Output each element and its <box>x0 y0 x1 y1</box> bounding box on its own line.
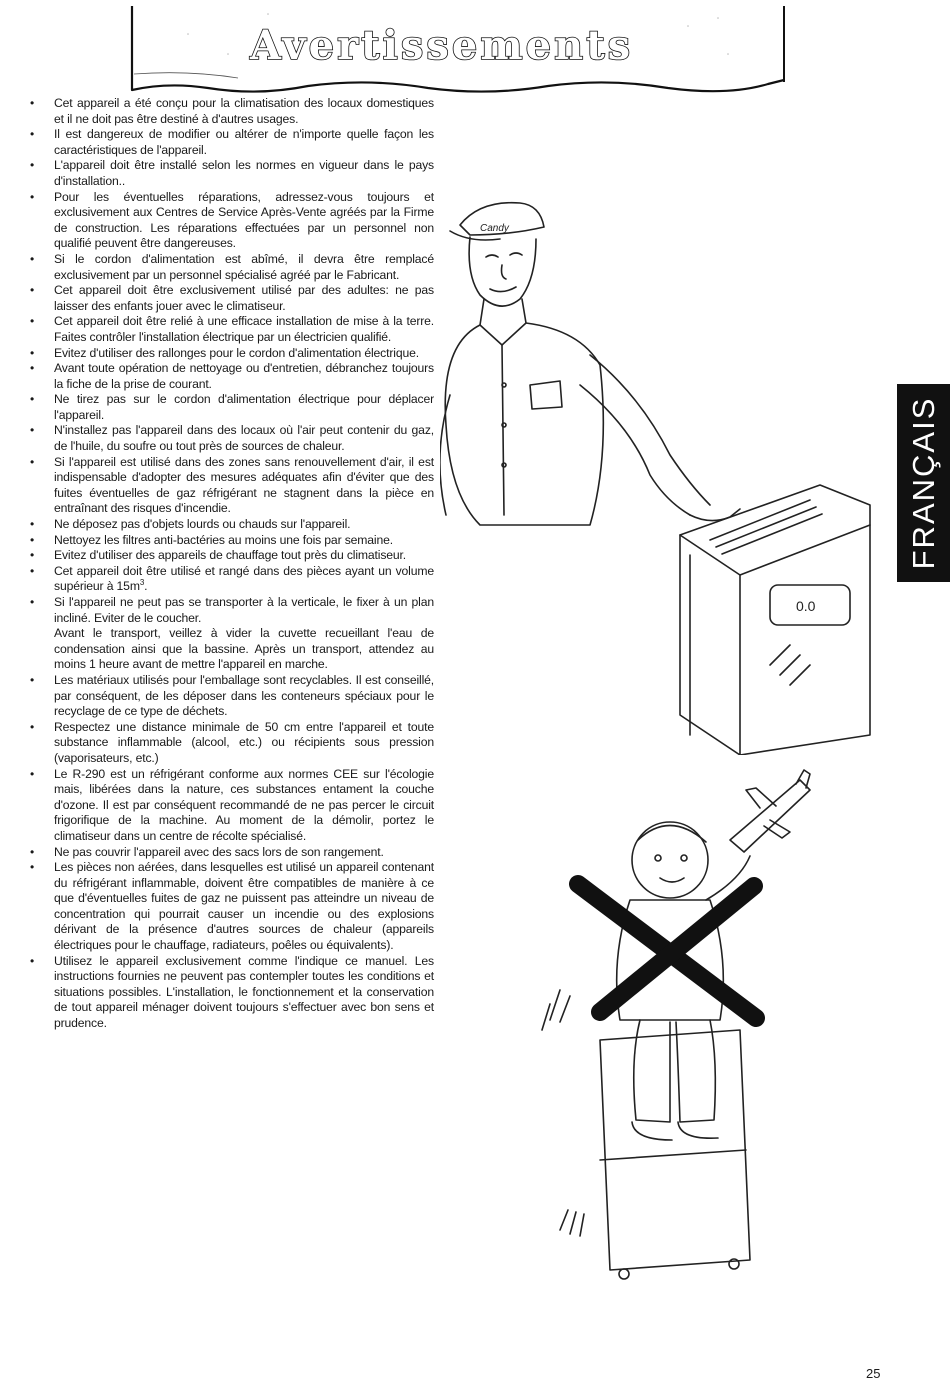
warning-item: • Evitez d'utiliser des rallonges pour le cordon d'alimentation électrique. <box>30 345 419 360</box>
warning-item: • Si l'appareil ne peut pas se transporter à la verticale, le fixer à un plan incliné. Eviter de le coucher. Avant le transport, veillez à vider la cuvette recueillant l'eau de condensation ainsi que la bassine. Après un transport, attendez au moins 1 heure avant de mettre l'appareil en marche. <box>30 595 434 672</box>
warning-item: • Si l'appareil est utilisé dans des zones sans renouvellement d'air, il est indispensable d'adopter des mesures adéquates afin d'éviter que des fuites éventuelles de gaz réfrigérant ne stagnent dans la pièce en entraînant des risques d'incendie. <box>30 454 434 516</box>
warning-item-continuation: Avant le transport, veillez à vider la cuvette recueillant l'eau de condensation ainsi que la bassine. Après un transport, attendez au moins 1 heure avant de mettre l'appareil en marche. <box>54 626 434 672</box>
warning-item: • Respectez une distance minimale de 50 cm entre l'appareil et toute substance inflammable (alcool, etc.) ou récipients sous pression (vaporisateurs, etc.) <box>30 719 434 765</box>
warning-item: • Si le cordon d'alimentation est abîmé, il devra être remplacé exclusivement par un personnel spécialisé agréé par le Fabricant. <box>30 251 434 282</box>
warnings-list <box>28 96 434 1032</box>
warning-item: • Evitez d'utiliser des appareils de chauffage tout près du climatiseur. <box>30 548 407 563</box>
title-banner <box>128 4 788 96</box>
warning-item: • Il est dangereux de modifier ou altérer de n'importe quelle façon les caractéristiques de l'appareil. <box>30 127 434 157</box>
warning-item: • Ne pas couvrir l'appareil avec des sacs lors de son rangement. <box>30 844 384 859</box>
language-tab-label: FRANÇAIS <box>905 396 941 570</box>
warning-item: • Utilisez le appareil exclusivement comme l'indique ce manuel. Les instructions fournies ne peuvent pas contempler toutes les conditions et situations possibles. L'installation, le fonctionnement et la conservation de tout appareil ménager doivent toujours s'effectuer avec bon sens et prudence. <box>30 953 434 1031</box>
technician-illustration <box>440 195 880 755</box>
warning-item: • Cet appareil doit être exclusivement utilisé par des adultes: ne pas laisser des enfants jouer avec le climatiseur. <box>30 283 434 313</box>
warning-item: • Cet appareil a été conçu pour la climatisation des locaux domestiques et il ne doit pas être destiné à d'autres usages. <box>30 96 434 126</box>
warning-item: • Ne déposez pas d'objets lourds ou chauds sur l'appareil. <box>30 517 351 532</box>
unit-display: 0.0 <box>796 598 816 614</box>
warning-item: • Cet appareil doit être utilisé et rangé dans des pièces ayant un volume supérieur à $15m^3$. <box>30 563 434 594</box>
child-prohibited-illustration <box>520 760 820 1290</box>
page-title: Avertissements <box>250 22 634 69</box>
warning-item: • Les pièces non aérées, dans lesquelles est utilisé un appareil contenant du réfrigérant inflammable, doivent être compatibles de manière à ce que d'éventuelles fuites de gaz ne puissent pas atteindre un niveau de concentration qui pourrait causer un incendie ou des explosions dérivant de la présence d'autres sources de chaleur (appareils électriques pour le chauffage, radiateurs, poêles ou équivalents). <box>30 860 434 953</box>
warning-item: • Avant toute opération de nettoyage ou d'entretien, débranchez toujours la fiche de la prise de courant. <box>30 361 434 391</box>
warning-item: • Nettoyez les filtres anti-bactéries au moins une fois par semaine. <box>30 532 393 547</box>
page-number: 25 <box>866 1366 881 1381</box>
warning-item: • N'installez pas l'appareil dans des locaux où l'air peut contenir du gaz, de l'huile, du soufre ou tout près de sources de chaleur. <box>30 423 434 454</box>
language-tab <box>897 384 950 582</box>
warning-item: • Cet appareil doit être relié à une efficace installation de mise à la terre. Faites contrôler l'installation électrique par un électricien qualifié. <box>30 314 434 344</box>
cap-logo: Candy <box>480 223 509 234</box>
warning-item: • Ne tirez pas sur le cordon d'alimentation électrique pour déplacer l'appareil. <box>30 392 434 422</box>
warning-item: • Le R-290 est un réfrigérant conforme aux normes CEE sur l'écologie mais, libérées dans la nature, ces substances entament la couche d'ozone. Il est par conséquent recommandé de ne pas percer le circuit frigorifique de la machine. Au moment de la démolir, portez le climatiseur dans un centre de récolte spécialisé. <box>30 766 434 843</box>
warning-item: • L'appareil doit être installé selon les normes en vigueur dans le pays d'installation.. <box>30 158 434 188</box>
warning-item: • Les matériaux utilisés pour l'emballage sont recyclables. Il est conseillé, par conséquent, de les déposer dans les conteneurs spéciaux pour le recyclage de ce type de déchets. <box>30 672 434 719</box>
warning-item: • Pour les éventuelles réparations, adressez-vous toujours et exclusivement aux Centres de Service Après-Vente agréés par la Firme de construction. Les réparations effectuées par un personnel non qualifié peuvent être dangereuses. <box>30 189 434 251</box>
